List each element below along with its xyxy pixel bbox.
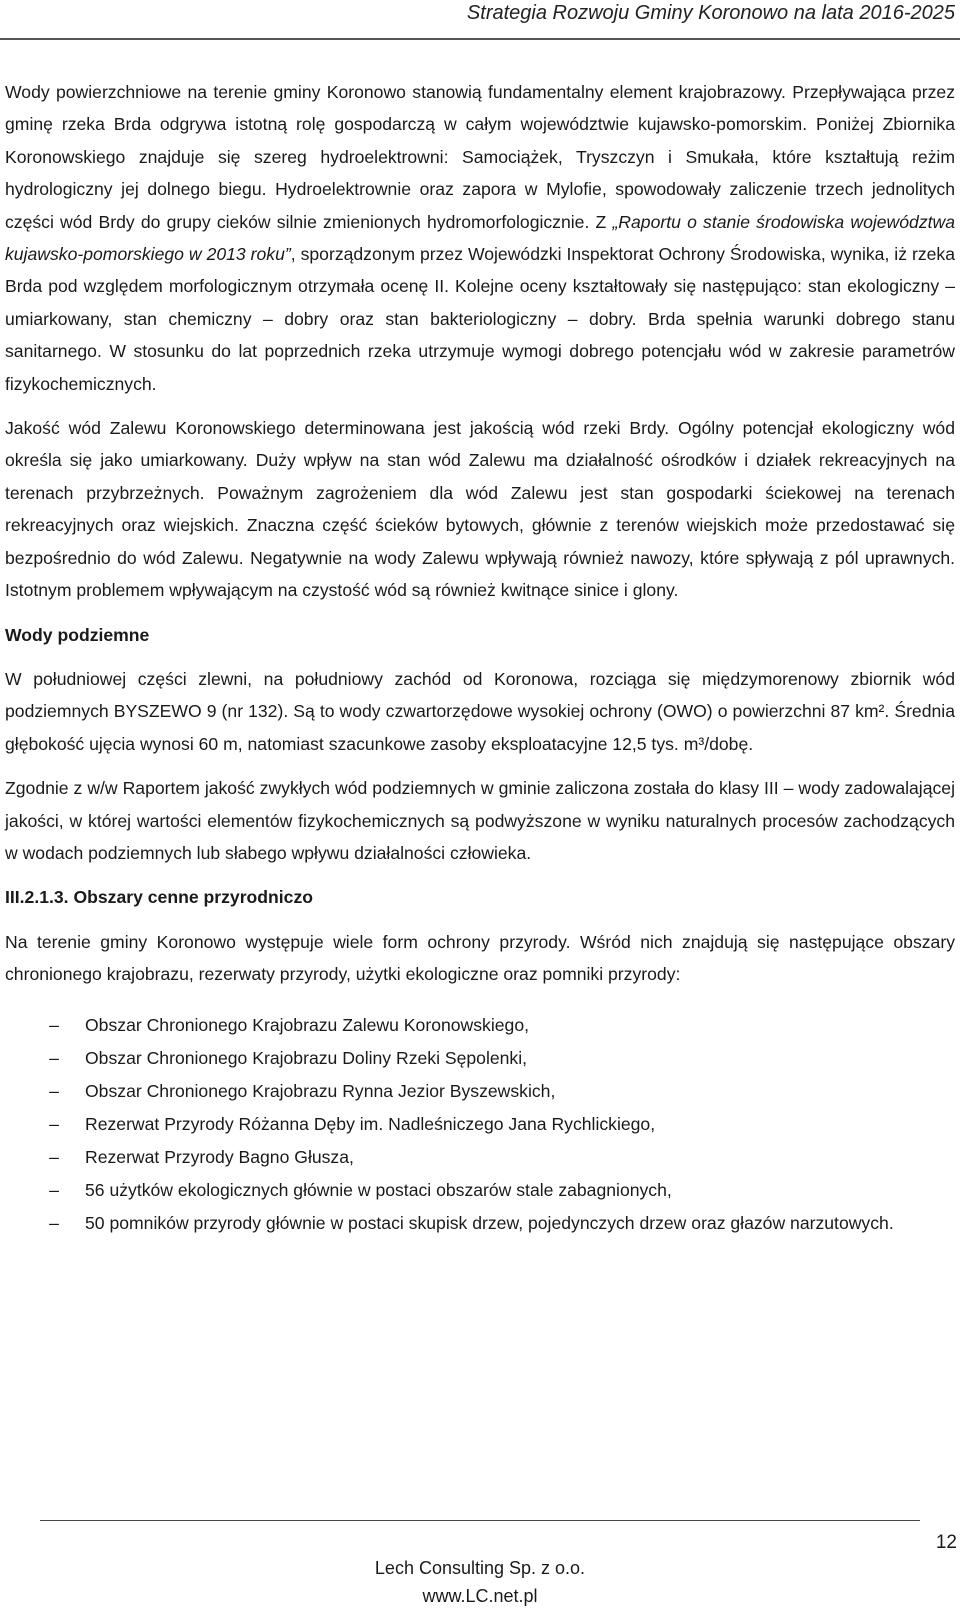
paragraph-nature-protection: Na terenie gminy Koronowo występuje wiele form ochrony przyrody. Wśród nich znajdują się następujące obszary chronionego krajobrazu, rezerwaty przyrody, użytki ekologiczne oraz pomniki przyrody: (5, 931, 955, 985)
list-item-text: Obszar Chronionego Krajobrazu Doliny Rzeki Sępolenki, (85, 1047, 528, 1068)
list-item-text: Obszar Chronionego Krajobrazu Rynna Jezior Byszewskich, (85, 1080, 556, 1101)
list-item (5, 1042, 955, 1075)
report-title-italic: „Raportu o stanie środowiska województwa kujawsko-pomorskiego w 2013 roku” (5, 211, 955, 265)
dash-bullet: – (49, 1047, 59, 1068)
section-heading-groundwater: Wody podziemne (5, 624, 150, 645)
footer-divider (40, 1520, 920, 1521)
document-body (5, 76, 955, 1240)
footer-company: Lech Consulting Sp. z o.o. (374, 1558, 586, 1578)
list-item-text: Obszar Chronionego Krajobrazu Zalewu Koronowskiego, (85, 1014, 529, 1035)
paragraph-reservoir-quality: Jakość wód Zalewu Koronowskiego determinowana jest jakością wód rzeki Brdy. Ogólny potencjał ekologiczny wód określa się jako umiarkowany. Duży wpływ na stan wód Zalewu ma działalność ośrodków i działek rekreacyjnych na terenach przybrzeżnych. Poważnym zagrożeniem dla wód Zalewu jest stan gospodarki ściekowej na terenach rekreacyjnych oraz wiejskich. Znaczna część ścieków bytowych, głównie z terenów wiejskich może przedostawać się bezpośrednio do wód Zalewu. Negatywnie na wody Zalewu wpływają również nawozy, które spływają z pól uprawnych. Istotnym problemem wpływającym na czystość wód są również kwitnące sinice i glony. (5, 418, 955, 601)
list-item (5, 1174, 955, 1207)
paragraph-text: , sporządzonym przez Wojewódzki Inspektorat Ochrony Środowiska, wynika, iż rzeka Brda pod względem morfologicznym otrzymała ocenę II. Kolejne oceny kształtowały się następująco: stan ekologiczny – umiarkowany, stan chemiczny – dobry oraz stan bakteriologiczny – dobry. Brda spełnia warunki dobrego stanu sanitarnego. W stosunku do lat poprzednich rzeka utrzymuje wymogi dobrego potencjału wód w zakresie parametrów fizykochemicznych. (5, 244, 955, 394)
paragraph-groundwater-quality: Zgodnie z w/w Raportem jakość zwykłych wód podziemnych w gminie zaliczona została do klasy III – wody zadowalającej jakości, w której wartości elementów fizykochemicznych są podwyższone w wyniku naturalnych procesów zachodzących w wodach podziemnych lub słabego wpływu działalności człowieka. (5, 778, 955, 863)
list-item (5, 1207, 955, 1240)
paragraph-groundwater-reservoir: W południowej części zlewni, na południowy zachód od Koronowa, rozciąga się międzymorenowy zbiornik wód podziemnych BYSZEWO 9 (nr 132). Są to wody czwartorzędowe wysokiej ochrony (OWO) o powierzchni 87 km². Średnia głębokość ujęcia wynosi 60 m, natomiast szacunkowe zasoby eksploatacyjne 12,5 tys. m³/dobę. (5, 668, 955, 754)
list-item (5, 1141, 955, 1174)
list-item-text: Rezerwat Przyrody Różanna Dęby im. Nadleśniczego Jana Rychlickiego, (85, 1113, 656, 1134)
dash-bullet: – (49, 1179, 59, 1200)
list-item-text: 56 użytków ekologicznych głównie w postaci obszarów stale zabagnionych, (85, 1179, 672, 1200)
protected-areas-list (5, 1009, 955, 1240)
dash-bullet: – (49, 1113, 59, 1134)
dash-bullet: – (49, 1014, 59, 1035)
dash-bullet: – (49, 1080, 59, 1101)
list-item-text: 50 pomników przyrody głównie w postaci skupisk drzew, pojedynczych drzew oraz głazów narzutowych. (85, 1212, 894, 1233)
document-title: Strategia Rozwoju Gminy Koronowo na lata 2016-2025 (466, 2, 955, 24)
header-divider (0, 38, 960, 40)
page-footer (0, 1520, 960, 1617)
paragraph-text: Wody powierzchniowe na terenie gminy Koronowo stanowią fundamentalny element krajobrazowy. Przepływająca przez gminę rzeka Brda odgrywa istotną rolę gospodarczą w całym województwie kujawsko-pomorskim. Poniżej Zbiornika Koronowskiego znajduje się szereg hydroelektrowni: Samociążek, Tryszczyn i Smukała, które kształtują reżim hydrologiczny jej dolnego biegu. Hydroelektrownie oraz zapora w Mylofie, spowodowały zaliczenie trzech jednolitych części wód Brdy do grupy cieków silnie zmienionych hydromorfologicznie. Z (5, 82, 955, 232)
list-item-text: Rezerwat Przyrody Bagno Głusza, (85, 1146, 354, 1167)
dash-bullet: – (49, 1146, 59, 1167)
page-number: 12 (935, 1532, 957, 1553)
list-item (5, 1075, 955, 1108)
paragraph-surface-waters (5, 76, 955, 400)
dash-bullet: – (49, 1212, 59, 1233)
list-item (5, 1108, 955, 1141)
footer-website: www.LC.net.pl (422, 1586, 538, 1606)
section-heading-nature-areas: III.2.1.3. Obszary cenne przyrodniczo (5, 887, 313, 908)
list-item (5, 1009, 955, 1042)
page-header (0, 0, 960, 46)
